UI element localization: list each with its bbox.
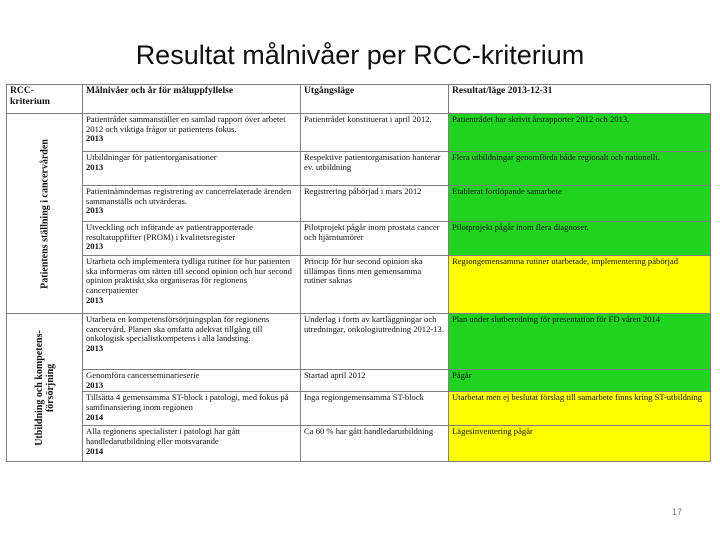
header-result: Resultat/läge 2013-12-31: [449, 85, 711, 114]
goal-cell: [83, 114, 301, 152]
baseline-cell: Respektive patientorganisation hanterar ev. utbildning: [301, 152, 449, 186]
result-cell: Pågår: [449, 370, 711, 392]
table-row: [7, 426, 711, 462]
goal-text: Utarbeta och implementera tydliga rutiner för hur patienten ska informeras om rätten till second opinion och hur second opinion praktiskt ska organiseras för regionens cancerpatienter: [86, 256, 292, 295]
group-cell-patient: [7, 114, 83, 314]
goal-text: Patientnämndernas registrering av cancerrelaterade ärenden sammanställs och utvärderas.: [86, 186, 292, 206]
baseline-cell: Inga regiongemensamma ST-block: [301, 392, 449, 426]
result-cell: Pilotprojekt pågår inom flera diagnoser.: [449, 222, 711, 256]
criteria-table: [6, 84, 710, 464]
goal-text: Tillsätta 4 gemensamma ST-block i patologi, med fokus på samfinansiering inom regionen: [86, 392, 289, 412]
result-cell: Regiongemensamma rutiner utarbetade, implementering påbörjad: [449, 256, 711, 314]
group-label-education: Utbildning och kompetens- försörjning: [33, 329, 56, 446]
goal-cell: [83, 392, 301, 426]
result-cell: Patientrådet har skrivit årsrapporter 2012 och 2013.: [449, 114, 711, 152]
goal-text: Patientrådet sammanställer en samlad rapport över arbetet 2012 och viktiga frågor ur patientens fokus.: [86, 114, 286, 134]
goal-year: 2013: [86, 133, 104, 144]
baseline-cell: Patientrådet konstituerat i april 2012.: [301, 114, 449, 152]
table-row: [7, 222, 711, 256]
table-row: [7, 256, 711, 314]
goal-text: Utarbeta en kompetensförsörjningsplan för regionens cancervård. Planen ska omfatta adekvat tillgång till onkologisk specialistkompetens i alla landsting.: [86, 314, 270, 344]
goal-cell: [83, 370, 301, 392]
baseline-cell: Ca 60 % har gått handledarutbildning: [301, 426, 449, 462]
result-cell: Etablerat fortlöpande samarbete: [449, 186, 711, 222]
goal-year: 2013: [86, 205, 104, 216]
table-row: [7, 392, 711, 426]
table-row: [7, 114, 711, 152]
baseline-cell: Princip för hur second opinion ska tillämpas finns men gemensamma rutiner saknas: [301, 256, 449, 314]
table-row: [7, 186, 711, 222]
goal-cell: [83, 314, 301, 370]
baseline-cell: Underlag i form av kartläggningar och utredningar, onkologiutredning 2012-13.: [301, 314, 449, 370]
page-number: 17: [672, 507, 683, 517]
goal-cell: [83, 222, 301, 256]
baseline-cell: Startad april 2012: [301, 370, 449, 392]
goal-year: 2013: [86, 342, 104, 353]
table-row: [7, 152, 711, 186]
result-cell: Lägesinventering pågår: [449, 426, 711, 462]
header-goal: Målnivåer och år för måluppfyllelse: [83, 85, 301, 114]
result-cell: Plan under slutberedning för presentation för FD våren 2014: [449, 314, 711, 370]
goal-text: Utbildningar för patientorganisationer: [86, 152, 217, 162]
goal-year: 2013: [86, 379, 104, 390]
goal-year: 2014: [86, 411, 104, 422]
header-rcc-criterion: RCC- kriterium: [7, 85, 83, 114]
goal-text: Utveckling och införande av patientrapporterade resultatuppfifter (PROM) i kvalitetsregister: [86, 222, 254, 242]
result-cell: Flera utbildningar genomförda både regionalt och nationellt.: [449, 152, 711, 186]
goal-text: Alla regionens specialister i patologi har gått handledarutbildning eller motsvarande: [86, 426, 241, 446]
goal-year: 2013: [86, 241, 104, 252]
goal-year: 2013: [86, 294, 104, 305]
result-cell: Utarbetat men ej beslutat förslag till samarbete finns kring ST-utbildning: [449, 392, 711, 426]
goal-year: 2014: [86, 445, 104, 456]
goal-cell: [83, 152, 301, 186]
baseline-cell: Pilotprojekt pågår inom prostata cancer och hjärntumörer: [301, 222, 449, 256]
header-baseline: Utgångsläge: [301, 85, 449, 114]
baseline-cell: Registrering påbörjad i mars 2012: [301, 186, 449, 222]
goal-cell: [83, 426, 301, 462]
goal-year: 2013: [86, 161, 104, 172]
table-header-row: [7, 85, 711, 114]
table-row: [7, 370, 711, 392]
table-row: [7, 314, 711, 370]
goal-text: Genomföra cancerseminarieserie: [86, 370, 200, 380]
slide-title: Resultat målnivåer per RCC-kriterium: [135, 40, 585, 70]
goal-cell: [83, 256, 301, 314]
goal-cell: [83, 186, 301, 222]
group-cell-education: [7, 314, 83, 462]
group-label-patient: Patientens ställning i cancervården: [39, 138, 50, 289]
